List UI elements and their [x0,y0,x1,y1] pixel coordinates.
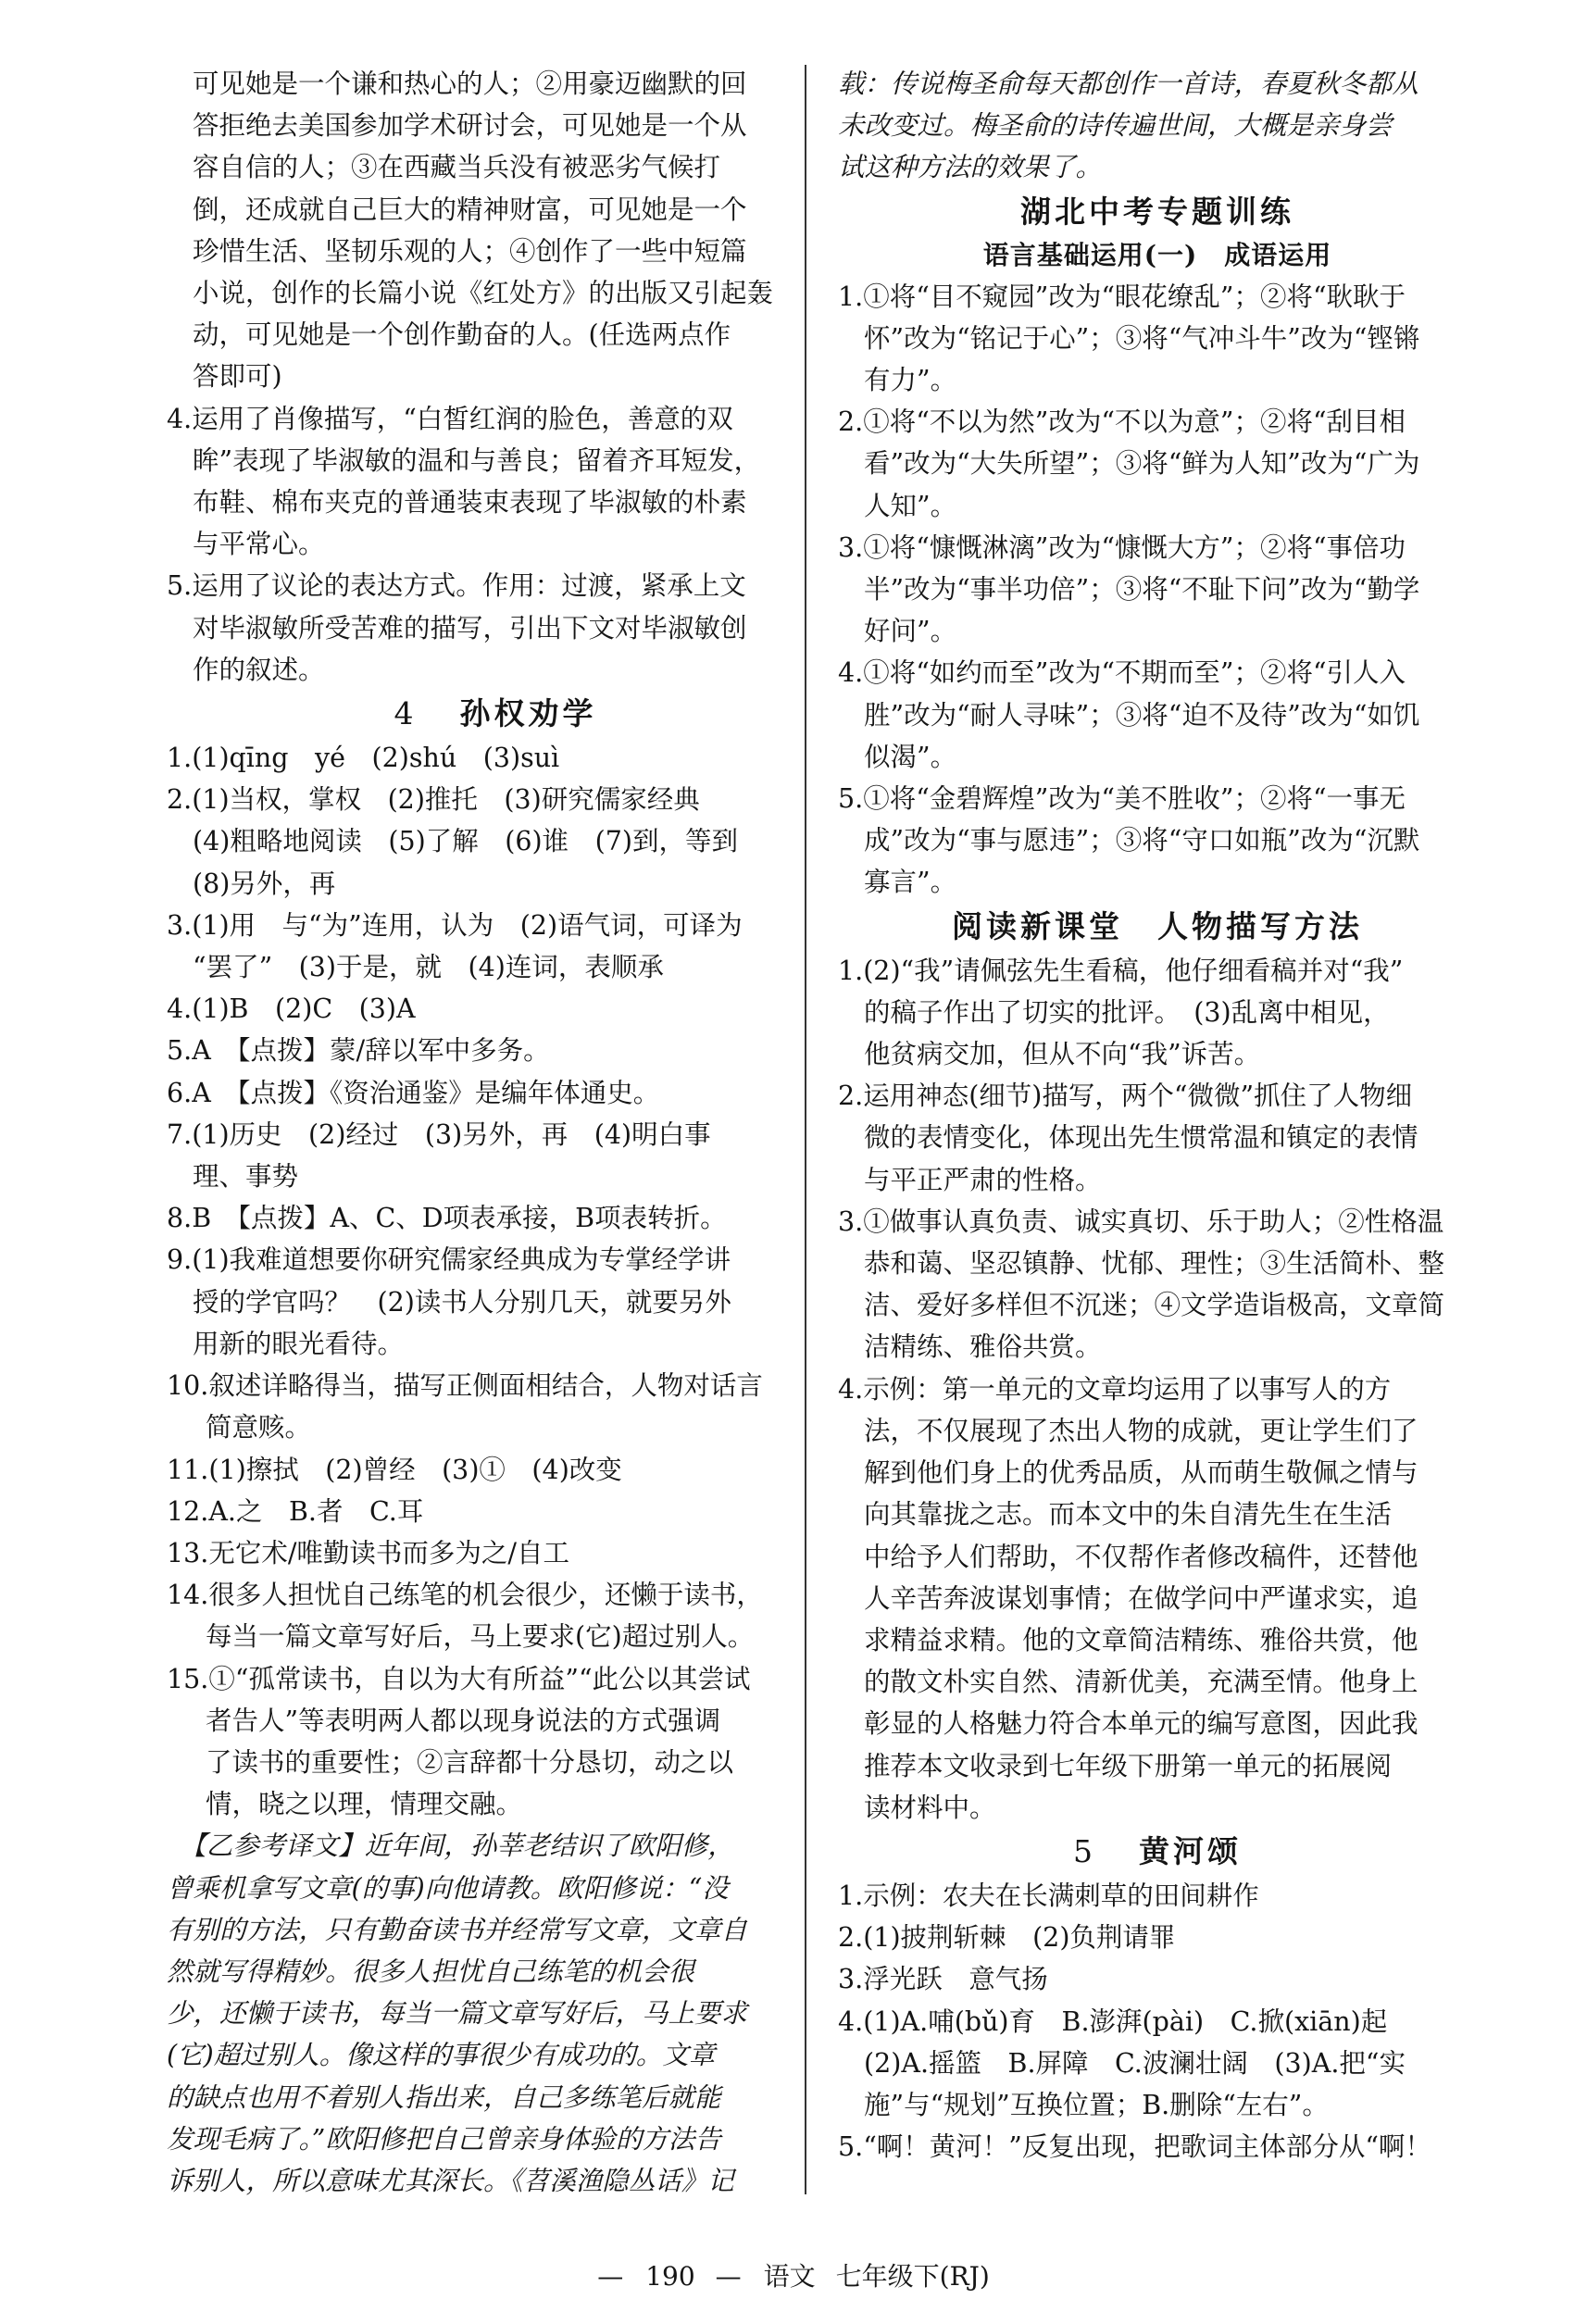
answer-line: 3.(1)用 与“为”连用，认为 (2)语气词，可译为 [167,909,743,941]
section-heading [838,189,1477,235]
answer-line: 理、事势 [193,1161,299,1193]
answer-line: (4)粗略地阅读 (5)了解 (6)谁 (7)到，等到 [193,826,738,857]
answer-line: 寡言”。 [864,867,957,898]
answer-line: 半”改为“事半功倍”；③将“不耻下问”改为“勤学 [864,574,1420,606]
answer-line: 动，可见她是一个创作勤奋的人。(任选两点作 [193,319,731,351]
answer-line: 倒，还成就自己巨大的精神财富，可见她是一个 [193,194,747,225]
answer-line: 授的学官吗？ (2)读书人分别几天，就要另外 [193,1286,731,1318]
answer-line: 与平正严肃的性格。 [864,1164,1102,1195]
answer-line: 14.很多人担忧自己练笔的机会很少，还懒于读书， [167,1580,763,1611]
translation-line: 的缺点也用不着别人指出来，自己多练笔后就能 [167,2081,721,2113]
section-heading [167,691,824,737]
answer-line: 答即可) [193,361,282,393]
answer-line: 1.(2)“我”请佩弦先生看稿，他仔细看稿并对“我” [838,955,1404,986]
answer-line: (8)另外，再 [193,868,336,899]
answer-line: 布鞋、棉布夹克的普通装束表现了毕淑敏的朴素 [193,487,747,519]
page-footer [0,2258,1587,2295]
answer-line: 6.A 【点拨】《资治通鉴》是编年体通史。 [167,1077,660,1108]
answer-line: 答拒绝去美国参加学术研讨会，可见她是一个从 [193,110,747,142]
answer-line: 简意赅。 [206,1412,312,1443]
section-number: 4 [394,695,414,732]
answer-line: 可见她是一个谦和热心的人；②用豪迈幽默的回 [193,69,747,99]
answer-line: 成”改为“事与愿违”；③将“守口如瓶”改为“沉默 [864,825,1420,856]
answer-line: 者告人”等表明两人都以现身说法的方式强调 [206,1705,721,1736]
answer-line: 1.示例：农夫在长满刺草的田间耕作 [838,1880,1259,1911]
translation-line: 有别的方法，只有勤奋读书并经常写文章，文章自 [167,1914,748,1945]
answer-line: 的散文朴实自然、清新优美，充满至情。他身上 [864,1667,1418,1698]
subsection-heading: 语言基础运用(一) 成语运用 [982,239,1332,270]
answer-line: 10.叙述详略得当，描写正侧面相结合，人物对话言 [167,1370,763,1402]
answer-line: 3.浮光跃 意气扬 [838,1964,1048,1995]
translation-line: 未改变过。梅圣俞的诗传遍世间，大概是亲身尝 [838,110,1393,142]
answer-line: 推荐本文收录到七年级下册第一单元的拓展阅 [864,1750,1393,1781]
answer-line: 容自信的人；③在西藏当兵没有被恶劣气候打 [193,152,721,183]
answer-line: (2)A.摇篮 B.屏障 C.波澜壮阔 (3)A.把“实 [864,2047,1406,2079]
answer-line: 好问”。 [864,616,957,647]
answer-line: 1.①将“目不窥园”改为“眼花缭乱”；②将“耿耿于 [838,281,1406,312]
answer-line: 洁、爱好多样但不沉迷；④文学造诣极高，文章简 [864,1290,1445,1321]
answer-line: “罢了” (3)于是，就 (4)连词，表顺承 [193,952,664,983]
answer-line: 求精益求精。他的文章简洁精练、雅俗共赏，他 [864,1624,1418,1656]
section-number: 5 [1073,1832,1093,1869]
answer-line: 情，晓之以理，情理交融。 [206,1789,523,1820]
page-number: 190 [645,2261,695,2292]
section-heading [838,1829,1477,1875]
answer-line: 了读书的重要性；②言辞都十分恳切，动之以 [206,1746,734,1778]
answer-line: 4.①将“如约而至”改为“不期而至”；②将“引人入 [838,657,1406,689]
answer-line: 3.①做事认真负责、诚实真切、乐于助人；②性格温 [838,1206,1444,1237]
column-divider [805,65,806,2194]
translation-line: 诉别人，所以意味尤其深长。《苕溪渔隐丛话》记 [167,2165,734,2196]
answer-line: 看”改为“大失所望”；③将“鲜为人知”改为“广为 [864,448,1420,480]
answer-line: 的稿子作出了切实的批评。 (3)乱离中相见， [864,996,1390,1028]
answer-line: 中给予人们帮助，不仅帮作者修改稿件，还替他 [864,1541,1418,1572]
answer-line: 2.(1)披荆斩棘 (2)负荆请罪 [838,1922,1176,1954]
answer-line: 3.①将“慷慨淋漓”改为“慷慨大方”；②将“事倍功 [838,531,1406,563]
footer-grade: 七年级下(RJ) [835,2261,990,2292]
translation-line: 【乙参考译文】近年间，孙莘老结识了欧阳修， [167,1830,734,1862]
answer-line: 5.A 【点拨】蒙/辞以军中多务。 [167,1035,550,1067]
answer-line: 7.(1)历史 (2)经过 (3)另外，再 (4)明白事 [167,1118,711,1150]
answer-line: 胜”改为“耐人寻味”；③将“迫不及待”改为“如饥 [864,699,1420,731]
answer-line: 彰显的人格魅力符合本单元的编写意图，因此我 [864,1708,1418,1740]
translation-line: 曾乘机拿写文章(的事)向他请教。欧阳修说：“没 [167,1872,729,1904]
answer-line: 人知”。 [864,490,957,521]
answer-line: 微的表情变化，体现出先生惯常温和镇定的表情 [864,1122,1418,1154]
answer-line: 5.运用了议论的表达方式。作用：过渡，紧承上文 [167,570,746,602]
answer-line: 小说，创作的长篇小说《红处方》的出版又引起轰 [193,278,774,309]
answer-line: 他贫病交加，但从不向“我”诉苦。 [864,1039,1261,1070]
answer-line: 作的叙述。 [193,654,325,685]
section-heading [838,904,1477,950]
footer-dash-right: — [715,2261,744,2292]
left-column [167,63,824,2202]
answer-line: 12.A.之 B.者 C.耳 [167,1495,424,1527]
answer-line: 5.“啊！黄河！”反复出现，把歌词主体部分从“啊！ [838,2131,1431,2163]
footer-subject: 语文 [763,2261,816,2292]
section-title: 黄河颂 [1139,1832,1242,1869]
answer-line: 4.(1)A.哺(bǔ)育 B.澎湃(pài) C.掀(xiān)起 [838,2005,1388,2037]
answer-line: 解到他们身上的优秀品质，从而萌生敬佩之情与 [864,1457,1418,1489]
answer-line: 向其靠拢之志。而本文中的朱自清先生在生活 [864,1499,1393,1531]
section-title: 湖北中考专题训练 [1020,193,1294,230]
answer-line: 施”与“规划”互换位置；B.删除“左右”。 [864,2089,1329,2120]
section-title: 孙权劝学 [459,695,597,732]
answer-line: 4.示例：第一单元的文章均运用了以事写人的方 [838,1373,1392,1405]
answer-line: 用新的眼光看待。 [193,1328,405,1359]
translation-line: 试这种方法的效果了。 [838,152,1103,183]
answer-line: 11.(1)擦拭 (2)曾经 (3)① (4)改变 [167,1454,622,1485]
answer-line: 2.运用神态(细节)描写，两个“微微”抓住了人物细 [838,1081,1413,1112]
translation-line: 少，还懒于读书，每当一篇文章写好后，马上要求 [167,1998,748,2030]
right-column [838,63,1477,2168]
answer-line: 对毕淑敏所受苦难的描写，引出下文对毕淑敏创 [193,612,747,643]
translation-line: 然就写得精妙。很多人担忧自己练笔的机会很 [167,1955,695,1987]
answer-line: 眸”表现了毕淑敏的温和与善良；留着齐耳短发， [193,444,761,476]
answer-line: 有力”。 [864,365,957,396]
answer-line: 5.①将“金碧辉煌”改为“美不胜收”；②将“一事无 [838,783,1406,815]
answer-line: 2.(1)当权，掌权 (2)推托 (3)研究儒家经典 [167,784,700,816]
answer-line: 4.(1)B (2)C (3)A [167,993,416,1025]
answer-line: 9.(1)我难道想要你研究儒家经典成为专掌经学讲 [167,1244,731,1276]
translation-line: (它)超过别人。像这样的事很少有成功的。文章 [167,2040,716,2071]
answer-line: 2.①将“不以为然”改为“不以为意”；②将“刮目相 [838,406,1406,438]
answer-line: 洁精练、雅俗共赏。 [864,1331,1102,1363]
section-title: 阅读新课堂 人物描写方法 [952,907,1363,944]
answer-line: 每当一篇文章写好后，马上要求(它)超过别人。 [206,1621,755,1653]
answer-line: 人辛苦奔波谋划事情；在做学问中严谨求实，追 [864,1582,1418,1614]
answer-line: 怀”改为“铭记于心”；③将“气冲斗牛”改为“铿锵 [864,322,1420,354]
footer-dash-left: — [597,2261,626,2292]
answer-line: 1.(1)qīng yé (2)shú (3)suì [167,743,560,774]
answer-line: 读材料中。 [864,1792,996,1823]
answer-line: 法，不仅展现了杰出人物的成就，更让学生们了 [864,1415,1418,1446]
translation-line: 载：传说梅圣俞每天都创作一首诗，春夏秋冬都从 [838,69,1419,99]
answer-line: 4.运用了肖像描写，“白皙红润的脸色，善意的双 [167,403,733,434]
answer-line: 13.无它术/唯勤读书而多为之/自工 [167,1537,570,1568]
answer-line: 与平常心。 [193,529,325,560]
translation-line: 发现毛病了。”欧阳修把自己曾亲身体验的方法告 [167,2123,721,2155]
answer-line: 15.①“孤常读书，自以为大有所益”“此公以其尝试 [167,1663,751,1694]
answer-line: 似渴”。 [864,741,957,772]
answer-line: 8.B 【点拨】A、C、D项表承接，B项表转折。 [167,1203,727,1234]
answer-line: 恭和蔼、坚忍镇静、忧郁、理性；③生活简朴、整 [864,1248,1445,1280]
answer-line: 珍惜生活、坚韧乐观的人；④创作了一些中短篇 [193,235,747,267]
